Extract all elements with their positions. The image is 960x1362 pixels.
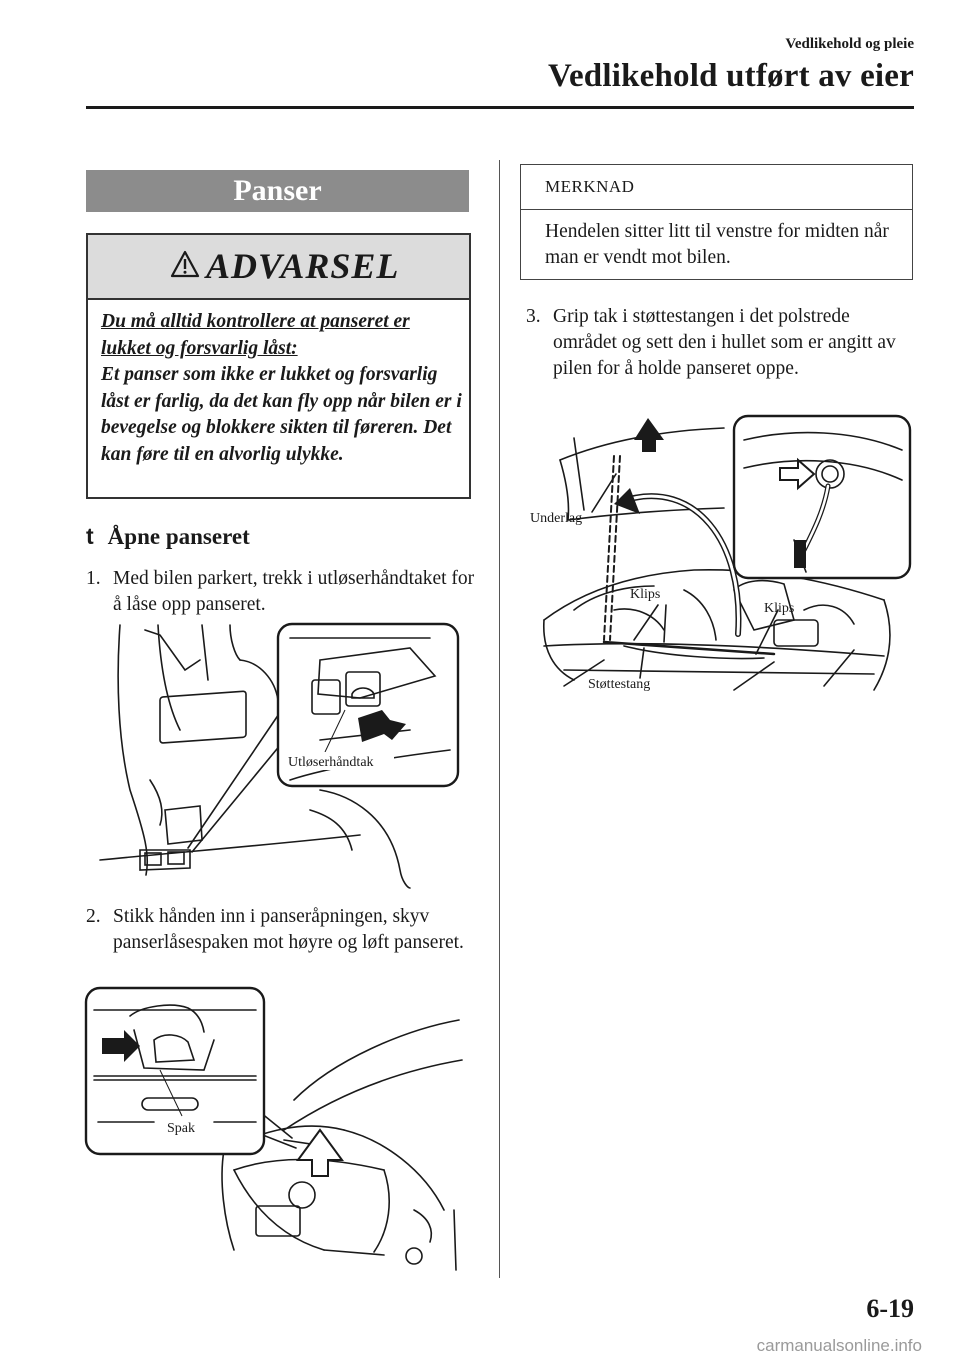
warning-body-text: Et panser som ikke er lukket og forsvarlig låst er farlig, da det kan fly opp når bilen er i bevegelse og blokkere sikten til føreren. Det kan føre til en alvorlig ulykke. (101, 364, 462, 465)
release-handle-label: Utløserhåndtak (288, 755, 374, 770)
stottestang-label: Støttestang (588, 677, 651, 692)
warning-underlined-text: Du må alltid kontrollere at panseret er lukket og forsvarlig låst: (101, 311, 410, 359)
page-title: Vedlikehold utført av eier (547, 58, 914, 94)
lever-label: Spak (167, 1121, 195, 1136)
section-bar-panser: Panser (86, 170, 469, 212)
page-number: 6-19 (866, 1294, 914, 1323)
warning-triangle-icon (170, 250, 200, 278)
figure-release-handle (90, 620, 470, 890)
klips-right-label: Klips (764, 601, 795, 616)
step-1 (86, 566, 476, 618)
warning-title: ADVARSEL (206, 246, 400, 286)
figure-hood-lever (84, 980, 474, 1280)
step-number: 3. (526, 306, 541, 327)
watermark: carmanualsonline.info (756, 1336, 922, 1355)
klips-left-label: Klips (630, 587, 661, 602)
note-text: Hendelen sitter litt til venstre for midten når man er vendt mot bilen. (545, 221, 889, 268)
note-title: MERKNAD (545, 177, 635, 196)
step-number: 2. (86, 906, 101, 927)
step-2 (86, 904, 476, 956)
inset-frame (734, 416, 910, 578)
warning-text (101, 309, 463, 468)
underlag-label: Underlag (530, 511, 583, 526)
step-text: Grip tak i støttestangen i det polstrede området og sett den i hullet som er angitt av pilen for å holde panseret oppe. (553, 306, 896, 379)
section-heading (86, 523, 250, 550)
warning-header (88, 235, 469, 300)
lift-arrow-icon (298, 1130, 342, 1176)
figure-support-rod (524, 410, 916, 700)
step-number: 1. (86, 568, 101, 589)
note-box (520, 164, 913, 280)
section-bullet: t (86, 523, 94, 549)
step-text: Med bilen parkert, trekk i utløserhåndtaket for å låse opp panseret. (113, 568, 475, 615)
warning-box (86, 233, 471, 499)
up-arrow-icon (634, 418, 664, 452)
column-divider (499, 160, 500, 1278)
step-text: Stikk hånden inn i panseråpningen, skyv panserlåsespaken mot høyre og løft panseret. (113, 906, 464, 953)
note-header (521, 165, 912, 210)
step-3 (526, 304, 916, 382)
section-heading-text: Åpne panseret (107, 524, 250, 549)
header-rule (86, 106, 914, 109)
chapter-title: Vedlikehold og pleie (785, 36, 914, 52)
